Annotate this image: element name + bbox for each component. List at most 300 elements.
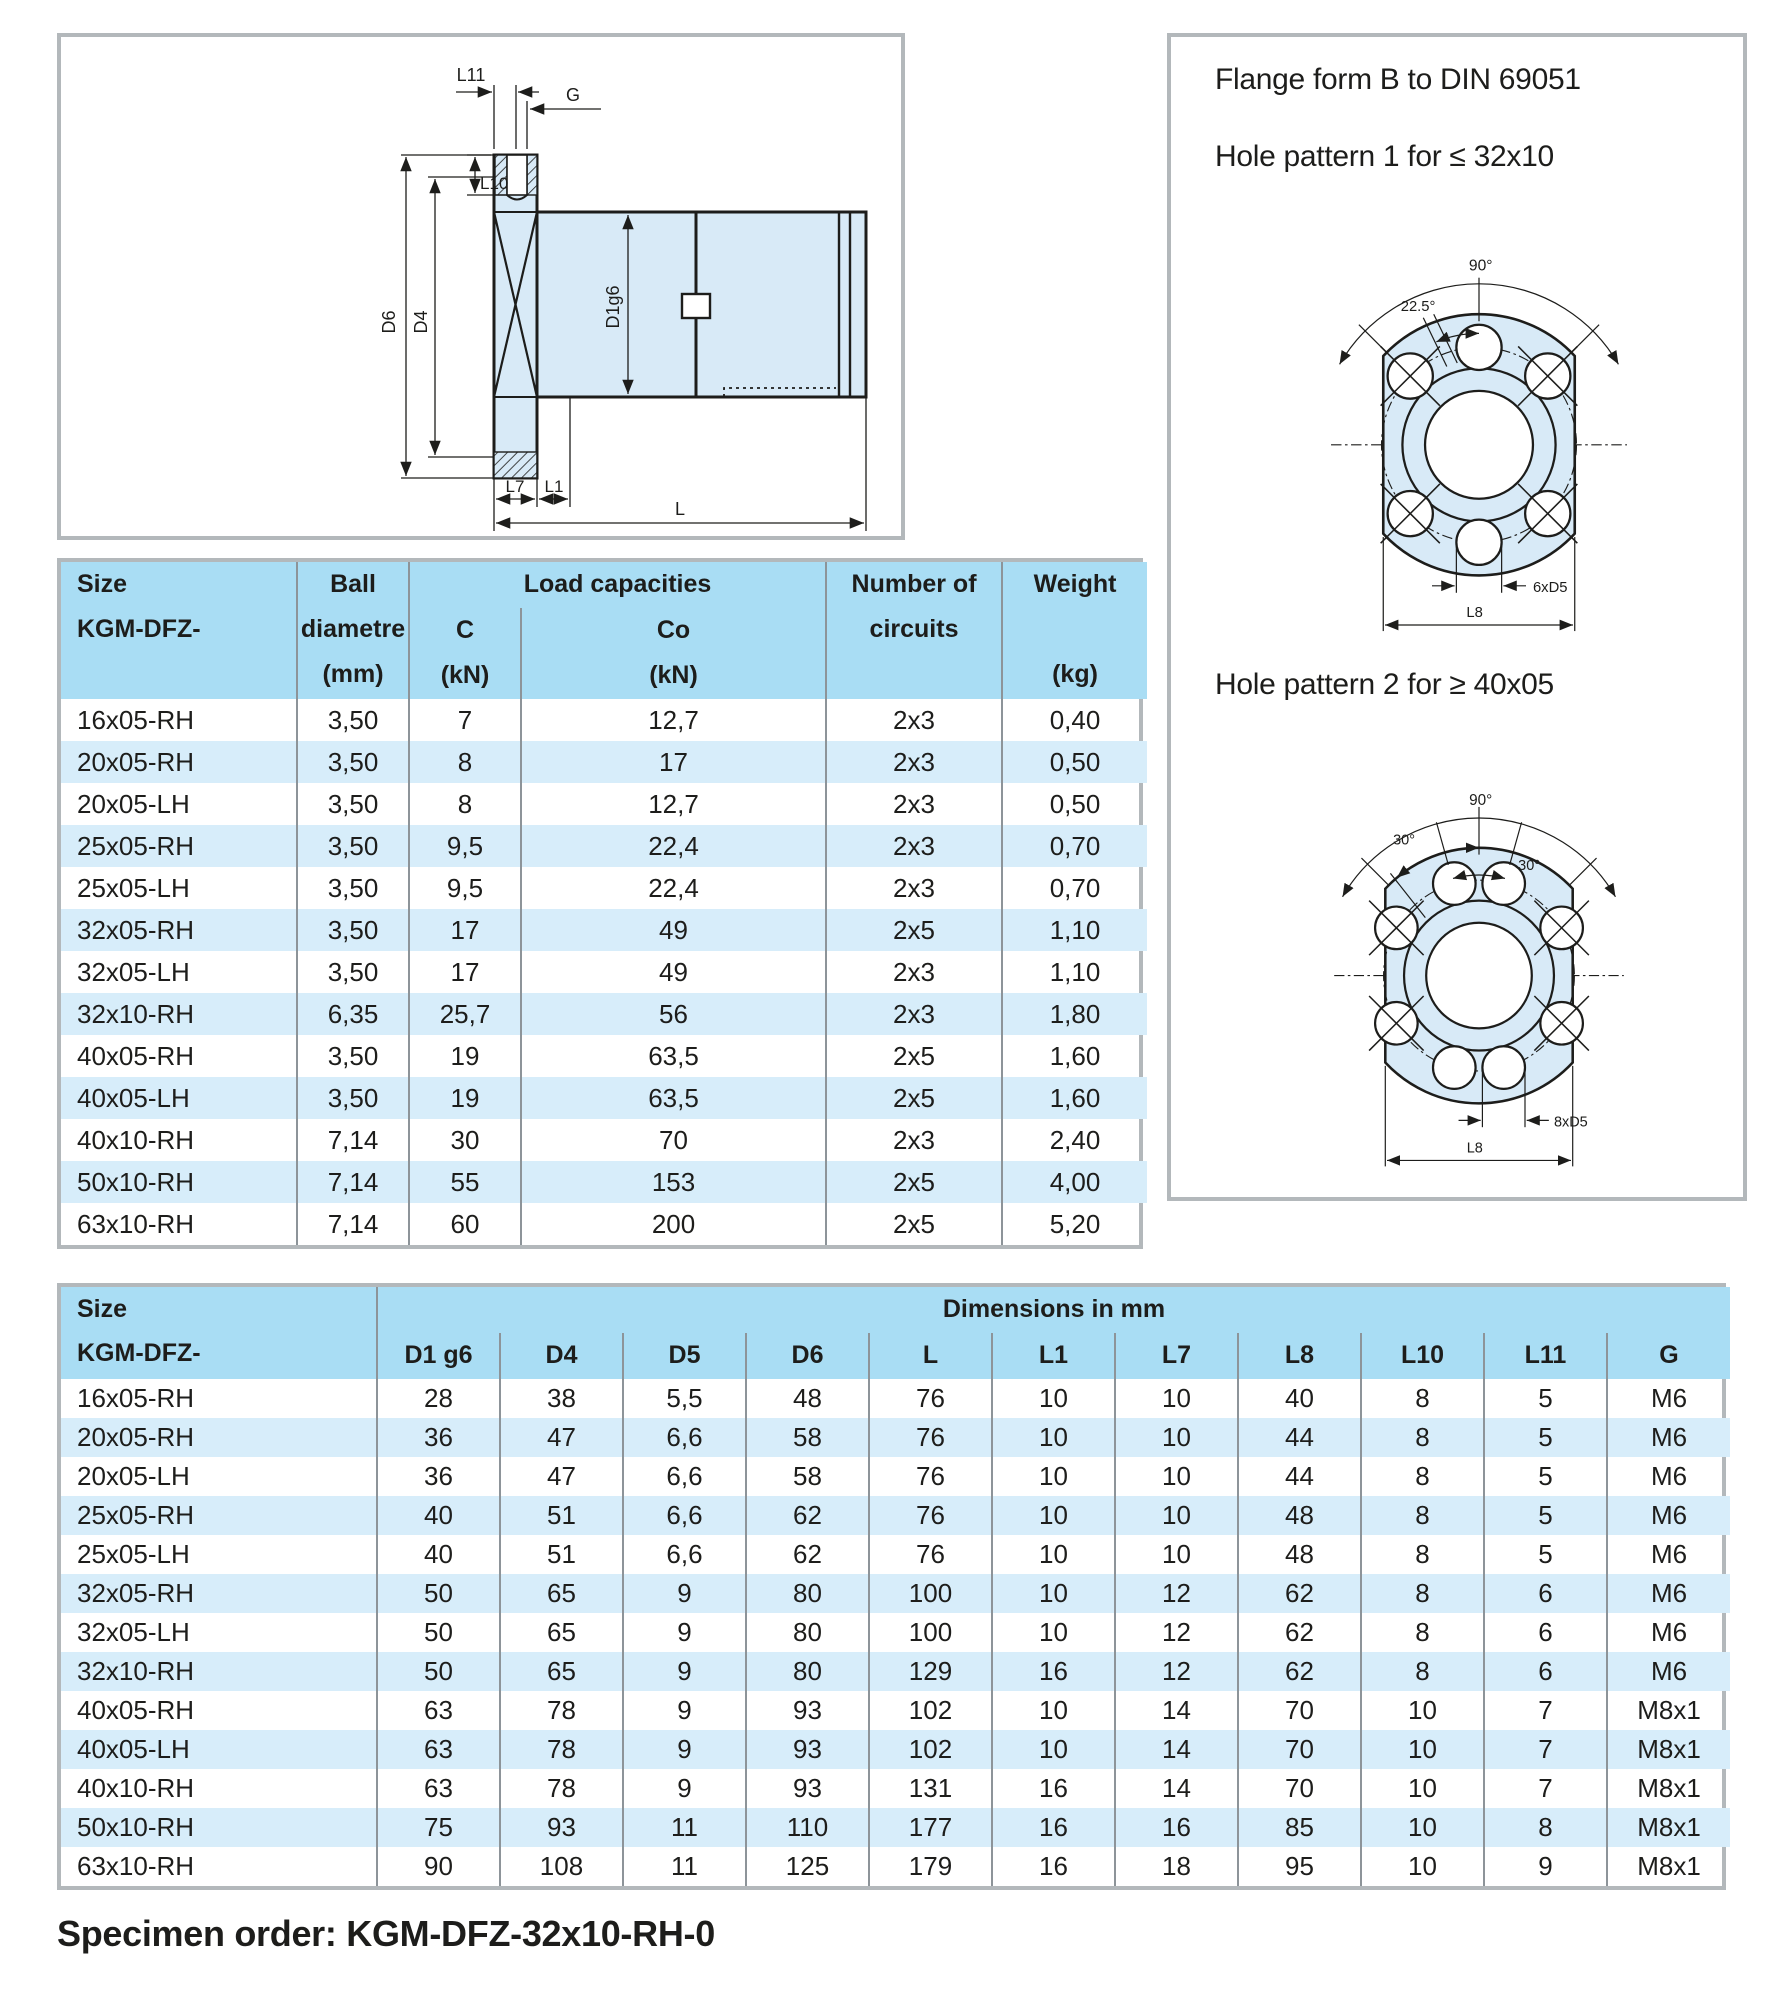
- table-cell: 131: [869, 1769, 992, 1808]
- l8-label-1: L8: [1466, 605, 1483, 622]
- table-row: [61, 783, 1147, 825]
- nut-section-drawing: [61, 37, 901, 536]
- flange-disc-2: [1334, 848, 1624, 1104]
- dim-label-l11: L11: [456, 65, 486, 85]
- table-cell: 16: [992, 1652, 1115, 1691]
- angle-30b-label: 30°: [1518, 857, 1541, 874]
- table-cell: 177: [869, 1808, 992, 1847]
- table-cell: 78: [500, 1730, 623, 1769]
- header-co: [521, 608, 826, 699]
- table-row: [61, 1496, 1730, 1535]
- table-cell: 49: [521, 951, 826, 993]
- table-cell: 12: [1115, 1613, 1238, 1652]
- table-cell: 179: [869, 1847, 992, 1886]
- table-cell: 11: [623, 1847, 746, 1886]
- table-cell: 17: [409, 951, 521, 993]
- table-cell: 58: [746, 1457, 869, 1496]
- table-cell: 2x5: [826, 1077, 1002, 1119]
- table-cell: 0,50: [1002, 741, 1147, 783]
- table-cell: 10: [992, 1613, 1115, 1652]
- table-cell: 6: [1484, 1613, 1607, 1652]
- table-cell: 40x05-RH: [77, 1040, 195, 1071]
- table-cell: 14: [1115, 1769, 1238, 1808]
- table-cell: 62: [1238, 1574, 1361, 1613]
- table-cell: 5: [1484, 1535, 1607, 1574]
- table-cell: 20x05-LH: [77, 788, 190, 819]
- table-cell: 7,14: [297, 1203, 409, 1245]
- table-cell: 9: [623, 1652, 746, 1691]
- table-cell: 2x3: [826, 867, 1002, 909]
- table-cell: 7,14: [297, 1119, 409, 1161]
- table-cell: 10: [992, 1379, 1115, 1418]
- table-cell: 63: [377, 1769, 500, 1808]
- table-cell: 12: [1115, 1574, 1238, 1613]
- table-row: [61, 1457, 1730, 1496]
- table-cell: 70: [1238, 1691, 1361, 1730]
- table-row: [61, 699, 1147, 741]
- table-cell: 20x05-RH: [77, 746, 195, 777]
- table-cell: 3,50: [297, 699, 409, 741]
- angle-90-label: 90°: [1468, 257, 1493, 275]
- table-cell: 62: [1238, 1652, 1361, 1691]
- table-cell: 25x05-RH: [77, 1500, 195, 1530]
- table-cell: 16: [992, 1808, 1115, 1847]
- hole-count-label-2: 8xD5: [1553, 1114, 1588, 1131]
- table-row: [61, 1077, 1147, 1119]
- table-cell: 5,5: [623, 1379, 746, 1418]
- table-cell: 10: [992, 1574, 1115, 1613]
- table-cell: 8: [1361, 1535, 1484, 1574]
- table-cell: 100: [869, 1613, 992, 1652]
- table-cell: 70: [521, 1119, 826, 1161]
- header-weight-line1: Weight: [1033, 570, 1117, 598]
- table-cell: 0,70: [1002, 867, 1147, 909]
- table-cell: M8x1: [1607, 1730, 1730, 1769]
- table-cell: 63,5: [521, 1077, 826, 1119]
- angle-225-label: 22.5°: [1400, 298, 1436, 315]
- table-cell: 9: [623, 1574, 746, 1613]
- table-cell: 9: [623, 1613, 746, 1652]
- table-cell: 8: [409, 783, 521, 825]
- header-c-line1: C: [455, 616, 475, 644]
- table-cell: 2x3: [826, 951, 1002, 993]
- table-cell: 0,50: [1002, 783, 1147, 825]
- table-cell: 80: [746, 1574, 869, 1613]
- header-co-line2: (kN): [649, 661, 698, 689]
- table-cell: 80: [746, 1613, 869, 1652]
- table-cell: 47: [500, 1457, 623, 1496]
- table-cell: M6: [1607, 1574, 1730, 1613]
- angle-30a-label: 30°: [1393, 832, 1415, 849]
- table-cell: 10: [992, 1535, 1115, 1574]
- table-cell: 8: [1361, 1613, 1484, 1652]
- table-cell: 9: [1484, 1847, 1607, 1886]
- table-cell: M8x1: [1607, 1847, 1730, 1886]
- table-cell: 17: [521, 741, 826, 783]
- table-cell: 8: [1361, 1457, 1484, 1496]
- table-cell: 8: [1361, 1574, 1484, 1613]
- table-cell: 3,50: [297, 909, 409, 951]
- table-cell: 76: [869, 1457, 992, 1496]
- table-cell: 0,70: [1002, 825, 1147, 867]
- dim-label-l: L: [674, 499, 686, 519]
- table-cell: 10: [1361, 1730, 1484, 1769]
- table-cell: 2x5: [826, 909, 1002, 951]
- table-cell: 30: [409, 1119, 521, 1161]
- table-cell: 9: [623, 1730, 746, 1769]
- table-cell: 25x05-LH: [77, 1539, 190, 1569]
- table-row: [61, 1119, 1147, 1161]
- table-cell: 10: [1361, 1808, 1484, 1847]
- header-load-capacities: Load capacities: [409, 562, 826, 608]
- table-cell: 10: [992, 1730, 1115, 1769]
- header-weight-spacer: [1003, 607, 1147, 652]
- table-cell: 10: [992, 1418, 1115, 1457]
- table-cell: 2x3: [826, 825, 1002, 867]
- table-cell: 8: [1361, 1496, 1484, 1535]
- dim-label-l1: L1: [544, 477, 564, 496]
- table-cell: M6: [1607, 1379, 1730, 1418]
- header-weight-line3: (kg): [1052, 660, 1098, 688]
- table-cell: 7,14: [297, 1161, 409, 1203]
- table-row: [61, 825, 1147, 867]
- table-cell: 102: [869, 1730, 992, 1769]
- table-cell: 3,50: [297, 1077, 409, 1119]
- load-capacities-table: [61, 562, 1147, 1245]
- table-cell: 32x05-RH: [77, 914, 195, 945]
- table-cell: 1,10: [1002, 909, 1147, 951]
- table-cell: 8: [1361, 1418, 1484, 1457]
- table-cell: 95: [1238, 1847, 1361, 1886]
- table-cell: 93: [500, 1808, 623, 1847]
- table-cell: 8: [1361, 1379, 1484, 1418]
- table-cell: 20x05-LH: [77, 1461, 190, 1491]
- header-col-d4: D4: [500, 1333, 623, 1379]
- header-size-dim-line1: Size: [77, 1295, 128, 1323]
- table-cell: 40: [377, 1496, 500, 1535]
- header-ball-diametre: [297, 562, 409, 699]
- l8-label-2: L8: [1466, 1140, 1483, 1157]
- table-cell: 8: [1361, 1652, 1484, 1691]
- flange-disc-1: [1331, 314, 1627, 575]
- table-cell: 62: [746, 1496, 869, 1535]
- table-cell: 78: [500, 1691, 623, 1730]
- table-cell: 50: [377, 1574, 500, 1613]
- table-cell: 12,7: [521, 783, 826, 825]
- hole-pattern-1-diagram: [1244, 175, 1714, 645]
- table-cell: 40x10-RH: [77, 1773, 195, 1803]
- table-cell: 2x3: [826, 699, 1002, 741]
- table-cell: 2x5: [826, 1203, 1002, 1245]
- table-cell: 10: [1115, 1535, 1238, 1574]
- table-cell: 36: [377, 1418, 500, 1457]
- table-cell: 65: [500, 1613, 623, 1652]
- dim-label-l7: L7: [505, 477, 525, 496]
- table-cell: 5: [1484, 1496, 1607, 1535]
- table-cell: 51: [500, 1535, 623, 1574]
- table-cell: 25,7: [409, 993, 521, 1035]
- table-cell: 44: [1238, 1457, 1361, 1496]
- table-cell: 20x05-RH: [77, 1422, 195, 1452]
- table-cell: 75: [377, 1808, 500, 1847]
- table-cell: 5: [1484, 1457, 1607, 1496]
- table-row: [61, 1035, 1147, 1077]
- table-cell: 80: [746, 1652, 869, 1691]
- table-cell: M6: [1607, 1496, 1730, 1535]
- table-cell: 2x5: [826, 1161, 1002, 1203]
- table-row: [61, 1769, 1730, 1808]
- table-cell: 8: [1484, 1808, 1607, 1847]
- table-cell: 12: [1115, 1652, 1238, 1691]
- table-cell: 50x10-RH: [77, 1812, 195, 1842]
- table-row: [61, 1379, 1730, 1418]
- table-cell: 10: [1115, 1418, 1238, 1457]
- table-cell: 3,50: [297, 783, 409, 825]
- header-col-l8: L8: [1238, 1333, 1361, 1379]
- table-cell: 32x05-LH: [77, 956, 190, 987]
- angle-90-label-2: 90°: [1469, 792, 1493, 810]
- table-cell: 18: [1115, 1847, 1238, 1886]
- table-cell: 32x10-RH: [77, 1656, 195, 1686]
- table-cell: 47: [500, 1418, 623, 1457]
- table-cell: 48: [1238, 1496, 1361, 1535]
- table-row: [61, 1535, 1730, 1574]
- table-cell: 76: [869, 1418, 992, 1457]
- table-row: [61, 1613, 1730, 1652]
- table-cell: 60: [409, 1203, 521, 1245]
- table-cell: 1,10: [1002, 951, 1147, 993]
- table-cell: 2x5: [826, 1035, 1002, 1077]
- table-cell: 2x3: [826, 783, 1002, 825]
- header-col-g: G: [1607, 1333, 1730, 1379]
- table-cell: 6: [1484, 1652, 1607, 1691]
- dim-label-g: G: [565, 85, 581, 105]
- table-cell: 90: [377, 1847, 500, 1886]
- table-cell: 25x05-RH: [77, 830, 195, 861]
- table-cell: 200: [521, 1203, 826, 1245]
- table-cell: 40x05-RH: [77, 1695, 195, 1725]
- table-cell: M8x1: [1607, 1769, 1730, 1808]
- table-cell: 1,80: [1002, 993, 1147, 1035]
- table-cell: 9,5: [409, 825, 521, 867]
- header-col-l7: L7: [1115, 1333, 1238, 1379]
- section-view-panel: [57, 33, 905, 540]
- table-cell: 7: [1484, 1769, 1607, 1808]
- specimen-order-text: Specimen order: KGM-DFZ-32x10-RH-0: [57, 1913, 715, 1954]
- table-cell: 16: [992, 1769, 1115, 1808]
- table-cell: 10: [992, 1457, 1115, 1496]
- table-cell: 76: [869, 1379, 992, 1418]
- table-cell: M8x1: [1607, 1691, 1730, 1730]
- dim-label-d4: D4: [411, 310, 431, 334]
- table-cell: 16: [992, 1847, 1115, 1886]
- table-cell: 10: [1115, 1379, 1238, 1418]
- table-cell: 10: [1115, 1496, 1238, 1535]
- table-cell: 40: [1238, 1379, 1361, 1418]
- header-co-line1: Co: [656, 616, 691, 644]
- table-cell: 6,6: [623, 1418, 746, 1457]
- table-cell: 2x3: [826, 741, 1002, 783]
- table-row: [61, 993, 1147, 1035]
- header-size-line2: KGM-DFZ-: [77, 615, 201, 643]
- table-cell: 85: [1238, 1808, 1361, 1847]
- table-cell: 93: [746, 1769, 869, 1808]
- table-cell: 8: [409, 741, 521, 783]
- table-cell: 62: [1238, 1613, 1361, 1652]
- header-col-d6: D6: [746, 1333, 869, 1379]
- table-cell: 48: [746, 1379, 869, 1418]
- table-cell: 16: [1115, 1808, 1238, 1847]
- table-cell: 63x10-RH: [77, 1851, 195, 1881]
- dim-label-l10: L10: [480, 174, 509, 193]
- flange-form-panel: [1167, 33, 1747, 1201]
- table-cell: 10: [992, 1691, 1115, 1730]
- table-cell: 3,50: [297, 741, 409, 783]
- table-cell: 2x3: [826, 993, 1002, 1035]
- header-number-of-circuits: [826, 562, 1002, 699]
- table-cell: 32x05-LH: [77, 1617, 190, 1647]
- table-row: [61, 1730, 1730, 1769]
- table-row: [61, 1808, 1730, 1847]
- table-cell: 0,40: [1002, 699, 1147, 741]
- table-cell: 7: [1484, 1730, 1607, 1769]
- table-cell: 3,50: [297, 951, 409, 993]
- table-cell: 9,5: [409, 867, 521, 909]
- table-cell: 93: [746, 1730, 869, 1769]
- header-col-l: L: [869, 1333, 992, 1379]
- table-cell: 5: [1484, 1379, 1607, 1418]
- table-cell: M6: [1607, 1457, 1730, 1496]
- table-cell: 153: [521, 1161, 826, 1203]
- table-cell: 10: [1361, 1769, 1484, 1808]
- table-cell: 14: [1115, 1691, 1238, 1730]
- table-cell: 7: [409, 699, 521, 741]
- table-cell: 4,00: [1002, 1161, 1147, 1203]
- header-dimensions-group: Dimensions in mm: [377, 1287, 1730, 1333]
- table-cell: 65: [500, 1574, 623, 1613]
- table-cell: 5: [1484, 1418, 1607, 1457]
- flange-panel-title: Flange form B to DIN 69051: [1215, 63, 1581, 96]
- table-cell: 1,60: [1002, 1077, 1147, 1119]
- table-cell: 7: [1484, 1691, 1607, 1730]
- table-cell: 56: [521, 993, 826, 1035]
- table-row: [61, 1847, 1730, 1886]
- table-cell: 63x10-RH: [77, 1208, 195, 1239]
- table-cell: 6,6: [623, 1496, 746, 1535]
- table-cell: 10: [1115, 1457, 1238, 1496]
- dim-label-d1g6: D1g6: [603, 285, 623, 329]
- hole-pattern-1-title: Hole pattern 1 for ≤ 32x10: [1215, 140, 1554, 173]
- table-cell: 22,4: [521, 867, 826, 909]
- table-cell: 10: [1361, 1691, 1484, 1730]
- table-cell: 17: [409, 909, 521, 951]
- header-col-d1g6: D1 g6: [377, 1333, 500, 1379]
- table-cell: 44: [1238, 1418, 1361, 1457]
- header-c-line2: (kN): [440, 661, 490, 689]
- table-row: [61, 1418, 1730, 1457]
- table-cell: 65: [500, 1652, 623, 1691]
- table-cell: 32x05-RH: [77, 1578, 195, 1608]
- table-cell: M6: [1607, 1613, 1730, 1652]
- table-cell: M8x1: [1607, 1808, 1730, 1847]
- table-cell: 50: [377, 1613, 500, 1652]
- table-cell: 78: [500, 1769, 623, 1808]
- table-cell: 32x10-RH: [77, 998, 195, 1029]
- table-cell: 12,7: [521, 699, 826, 741]
- table-cell: 2x3: [826, 1119, 1002, 1161]
- table-cell: 11: [623, 1808, 746, 1847]
- table-row: [61, 1691, 1730, 1730]
- table-cell: 70: [1238, 1769, 1361, 1808]
- table-cell: M6: [1607, 1535, 1730, 1574]
- table-cell: 48: [1238, 1535, 1361, 1574]
- table-cell: 6,6: [623, 1535, 746, 1574]
- header-circ-line2: circuits: [869, 615, 959, 643]
- header-size-dim: [61, 1287, 377, 1379]
- table-cell: 6,35: [297, 993, 409, 1035]
- header-c: [409, 608, 521, 699]
- table-cell: 50x10-RH: [77, 1166, 195, 1197]
- table-cell: 9: [623, 1769, 746, 1808]
- table-row: [61, 1203, 1147, 1245]
- table-cell: 6,6: [623, 1457, 746, 1496]
- table-row: [61, 1574, 1730, 1613]
- table-row: [61, 1161, 1147, 1203]
- header-size-line1: Size: [77, 570, 128, 598]
- table-cell: 3,50: [297, 825, 409, 867]
- table-cell: 10: [992, 1496, 1115, 1535]
- table-cell: 1,60: [1002, 1035, 1147, 1077]
- header-col-l10: L10: [1361, 1333, 1484, 1379]
- table-cell: 6: [1484, 1574, 1607, 1613]
- table-cell: 28: [377, 1379, 500, 1418]
- table-row: [61, 909, 1147, 951]
- table-cell: M6: [1607, 1652, 1730, 1691]
- table-cell: 62: [746, 1535, 869, 1574]
- table-cell: 93: [746, 1691, 869, 1730]
- hole-count-label-1: 6xD5: [1532, 579, 1568, 596]
- table-cell: 63: [377, 1691, 500, 1730]
- header-ball-line2: diametre: [300, 615, 406, 643]
- table-row: [61, 1652, 1730, 1691]
- table-cell: 63: [377, 1730, 500, 1769]
- table-cell: 36: [377, 1457, 500, 1496]
- table-cell: 9: [623, 1691, 746, 1730]
- table-cell: 55: [409, 1161, 521, 1203]
- table-cell: 129: [869, 1652, 992, 1691]
- table-cell: 2,40: [1002, 1119, 1147, 1161]
- table-cell: 22,4: [521, 825, 826, 867]
- table-cell: 16x05-RH: [77, 1383, 195, 1413]
- table-cell: 16x05-RH: [77, 704, 195, 735]
- dim-label-d6: D6: [379, 310, 399, 334]
- dimensions-table-frame: [57, 1283, 1726, 1890]
- table-cell: 51: [500, 1496, 623, 1535]
- table-cell: 100: [869, 1574, 992, 1613]
- header-circ-line1: Number of: [851, 570, 977, 598]
- header-col-l11: L11: [1484, 1333, 1607, 1379]
- table-cell: M6: [1607, 1418, 1730, 1457]
- table-cell: 40x10-RH: [77, 1124, 195, 1155]
- header-size-dim-line2: KGM-DFZ-: [77, 1339, 201, 1367]
- table-cell: 14: [1115, 1730, 1238, 1769]
- table-cell: 19: [409, 1035, 521, 1077]
- hole-pattern-2-title: Hole pattern 2 for ≥ 40x05: [1215, 668, 1554, 701]
- table-row: [61, 951, 1147, 993]
- table-row: [61, 867, 1147, 909]
- table-cell: 40x05-LH: [77, 1082, 190, 1113]
- table-cell: 58: [746, 1418, 869, 1457]
